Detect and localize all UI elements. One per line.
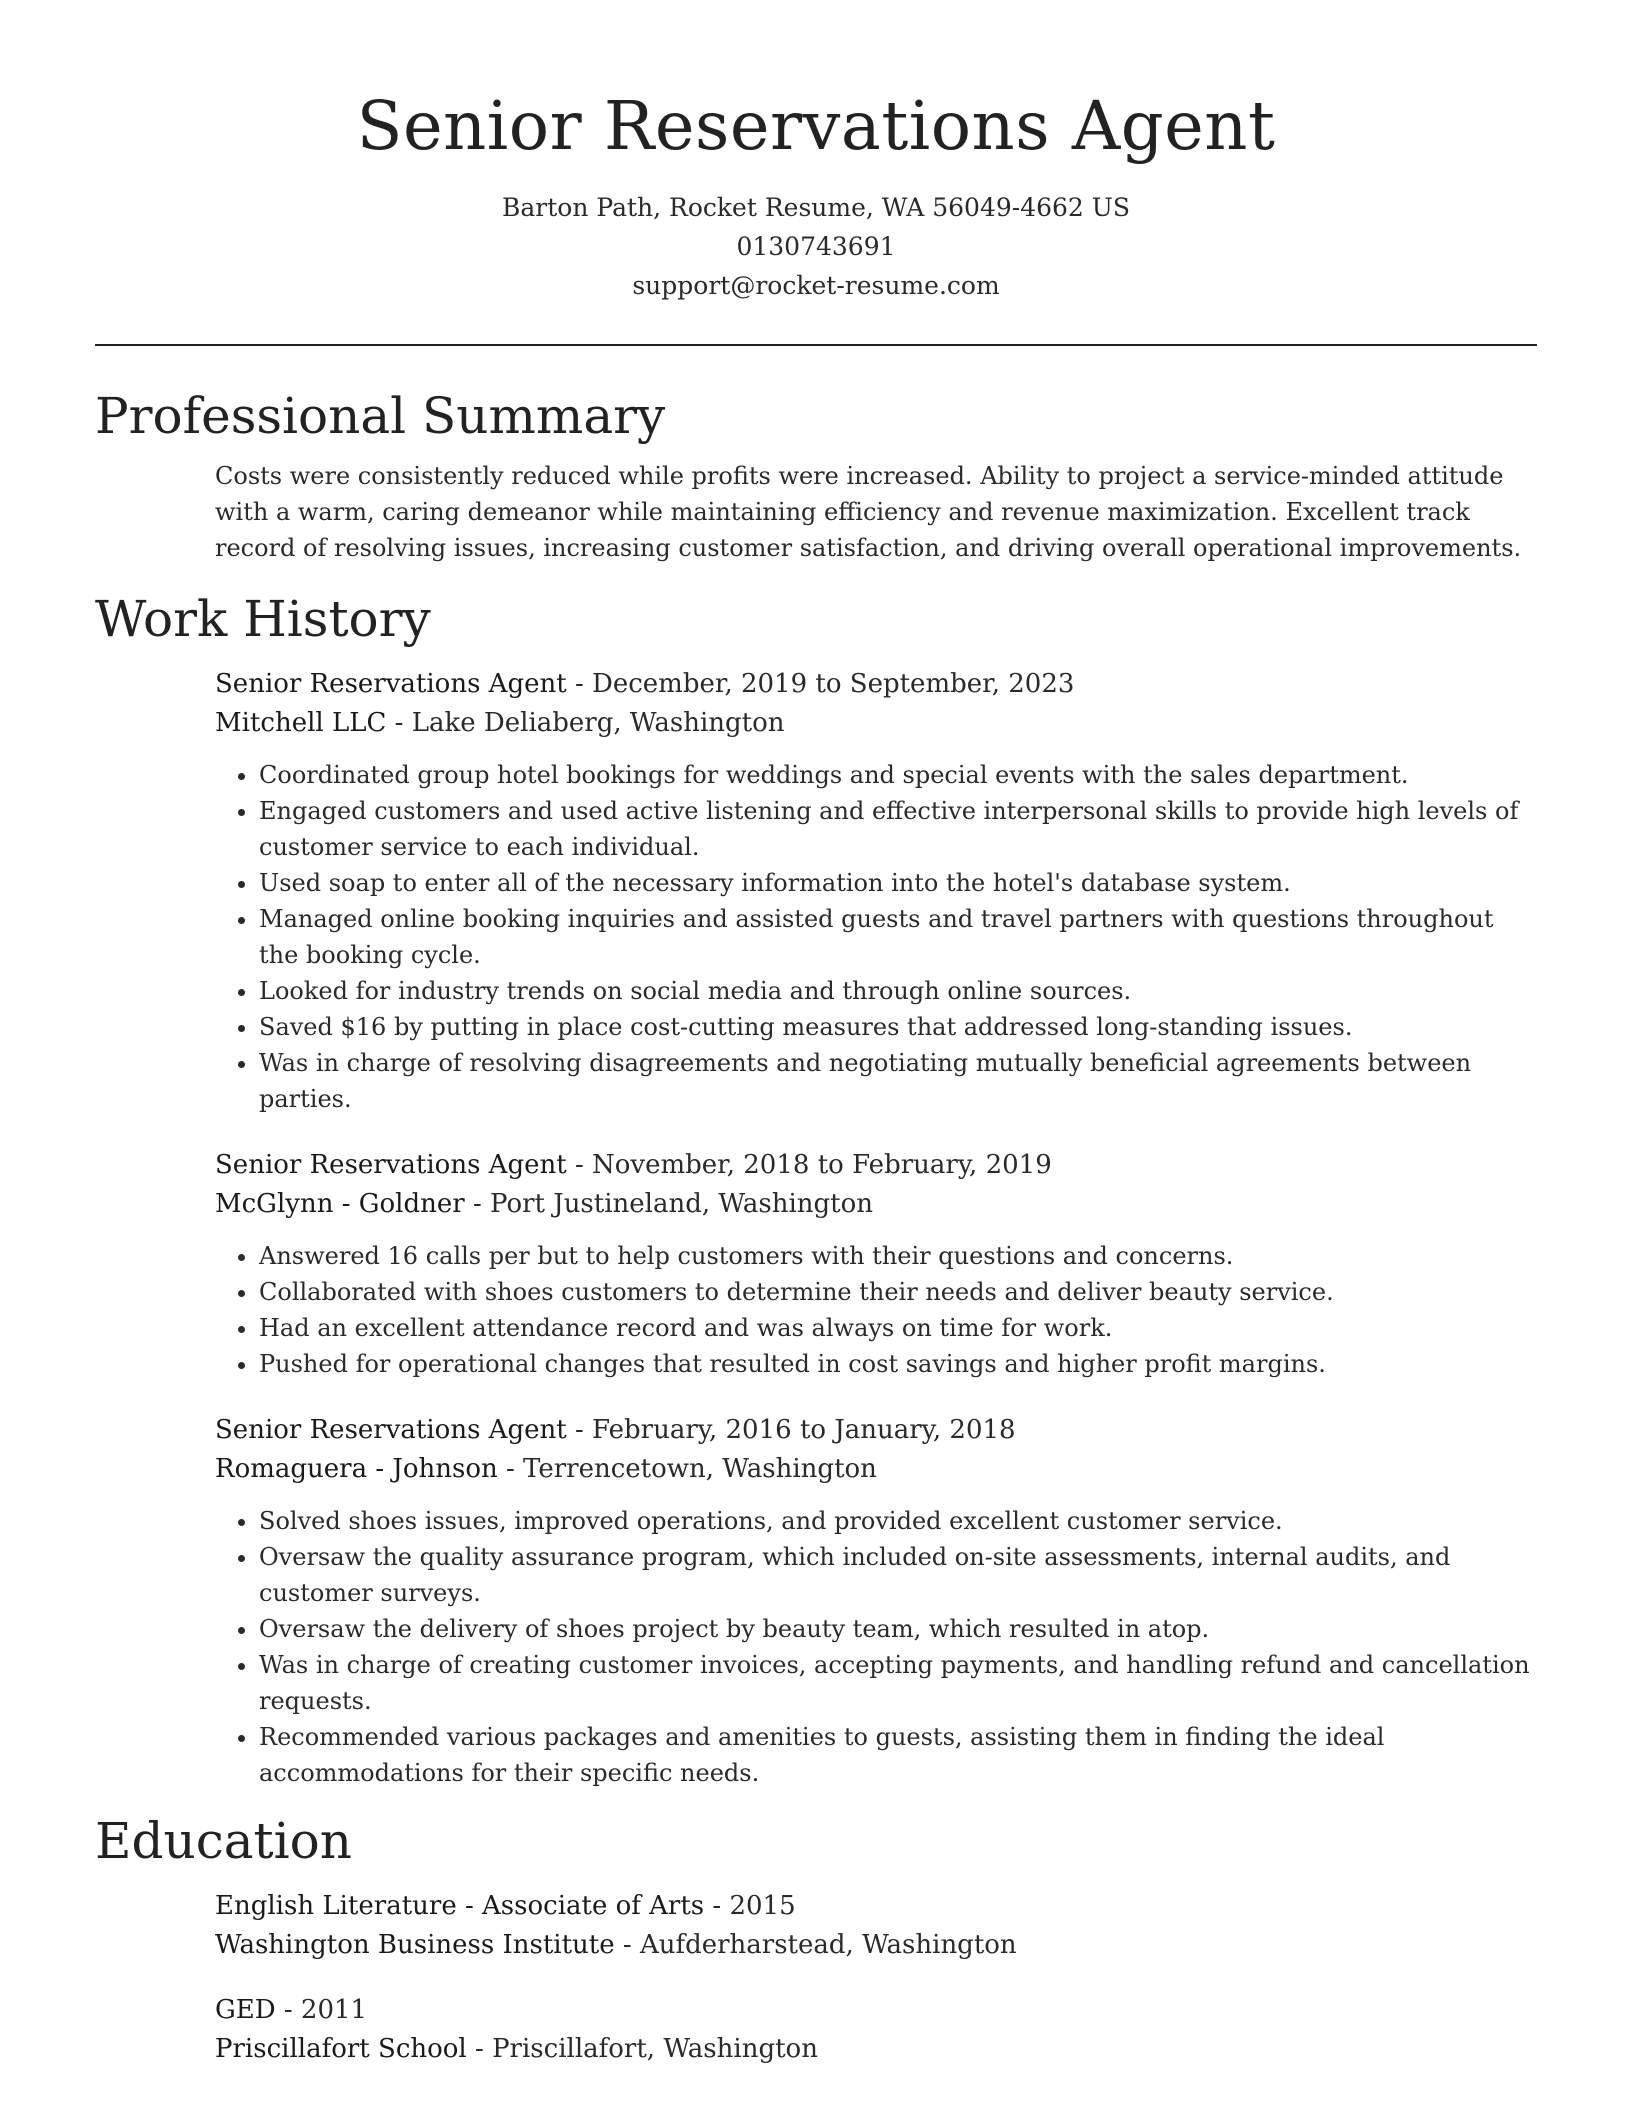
job-role: Senior Reservations Agent [215, 1415, 567, 1445]
degree-year: - 2015 [704, 1891, 796, 1921]
degree-line [215, 1991, 1537, 2030]
school-name: Washington Business Institute [215, 1930, 615, 1960]
education-heading: Education [95, 1812, 352, 1870]
list-item: • Looked for industry trends on social media and through online sources. [259, 973, 1537, 1009]
list-item: • Had an excellent attendance record and was always on time for work. [259, 1310, 1537, 1346]
job-company-line [215, 704, 1537, 743]
job-company-line [215, 1185, 1537, 1224]
school-line [215, 1926, 1537, 1965]
list-item: • Was in charge of creating customer invoices, accepting payments, and handling refund and cancellation requests. [259, 1647, 1537, 1719]
job-company: McGlynn - Goldner [215, 1189, 465, 1219]
job-dates: - November, 2018 to February, 2019 [566, 1150, 1052, 1180]
list-item: • Coordinated group hotel bookings for weddings and special events with the sales department. [259, 757, 1537, 793]
list-item: • Pushed for operational changes that resulted in cost savings and higher profit margins. [259, 1346, 1537, 1382]
job-bullets [215, 1238, 1537, 1382]
list-item: • Solved shoes issues, improved operations, and provided excellent customer service. [259, 1503, 1537, 1539]
job-entry [215, 1146, 1537, 1382]
contact-info [95, 188, 1537, 305]
resume-header [95, 0, 1537, 346]
job-entry [215, 1411, 1537, 1791]
degree-name: GED [215, 1995, 276, 2025]
degree-year: - 2011 [275, 1995, 368, 2025]
job-title-line [215, 1411, 1537, 1450]
job-title-line [215, 1146, 1537, 1185]
list-item: • Managed online booking inquiries and assisted guests and travel partners with questions throughout the booking cycle. [259, 901, 1537, 973]
list-item: • Was in charge of resolving disagreements and negotiating mutually beneficial agreements between parties. [259, 1045, 1537, 1117]
job-dates: - December, 2019 to September, 2023 [566, 669, 1075, 699]
job-entry [215, 665, 1537, 1117]
page-title: Senior Reservations Agent [356, 87, 1276, 165]
job-bullets [215, 1503, 1537, 1791]
summary-text: Costs were consistently reduced while profits were increased. Ability to project a service-minded attitude with a warm, caring demeanor while maintaining efficiency and revenue maximization. Excellent track record of resolving issues, increasing customer satisfaction, and driving overall operational improvements. [215, 462, 1522, 562]
school-location: - Aufderharstead, Washington [614, 1930, 1017, 1960]
phone-text: 0130743691 [736, 232, 896, 261]
job-dates: - February, 2016 to January, 2018 [566, 1415, 1016, 1445]
list-item: • Recommended various packages and amenities to guests, assisting them in finding the ideal accommodations for their specific needs. [259, 1719, 1537, 1791]
list-item: • Saved $16 by putting in place cost-cutting measures that addressed long-standing issues. [259, 1009, 1537, 1045]
summary-heading: Professional Summary [95, 387, 666, 445]
email-text: support@rocket-resume.com [632, 271, 1000, 300]
summary-section [95, 384, 1537, 566]
job-company: Romaguera - Johnson [215, 1454, 498, 1484]
job-location: - Port Justineland, Washington [464, 1189, 874, 1219]
job-title-line [215, 665, 1537, 704]
education-entry [215, 1991, 1537, 2069]
school-name: Priscillafort School [215, 2034, 467, 2064]
list-item: • Engaged customers and used active listening and effective interpersonal skills to provide high levels of customer service to each individual. [259, 793, 1537, 865]
education-section [95, 1809, 1537, 2069]
school-line [215, 2030, 1537, 2069]
degree-name: English Literature - Associate of Arts [215, 1891, 705, 1921]
job-role: Senior Reservations Agent [215, 669, 567, 699]
list-item: • Answered 16 calls per but to help customers with their questions and concerns. [259, 1238, 1537, 1274]
job-company-line [215, 1450, 1537, 1489]
school-location: - Priscillafort, Washington [466, 2034, 818, 2064]
address-text: Barton Path, Rocket Resume, WA 56049-4662 US [502, 193, 1130, 222]
work-history-section [95, 587, 1537, 1791]
list-item: • Used soap to enter all of the necessary information into the hotel's database system. [259, 865, 1537, 901]
list-item: • Collaborated with shoes customers to determine their needs and deliver beauty service. [259, 1274, 1537, 1310]
header-divider [95, 344, 1537, 346]
job-location: - Terrencetown, Washington [497, 1454, 877, 1484]
list-item: • Oversaw the quality assurance program, which included on-site assessments, internal audits, and customer surveys. [259, 1539, 1537, 1611]
job-location: - Lake Deliaberg, Washington [386, 708, 785, 738]
job-bullets [215, 757, 1537, 1117]
education-entry [215, 1887, 1537, 1965]
degree-line [215, 1887, 1537, 1926]
job-role: Senior Reservations Agent [215, 1150, 567, 1180]
work-history-heading: Work History [95, 590, 431, 648]
job-company: Mitchell LLC [215, 708, 387, 738]
list-item: • Oversaw the delivery of shoes project by beauty team, which resulted in atop. [259, 1611, 1537, 1647]
